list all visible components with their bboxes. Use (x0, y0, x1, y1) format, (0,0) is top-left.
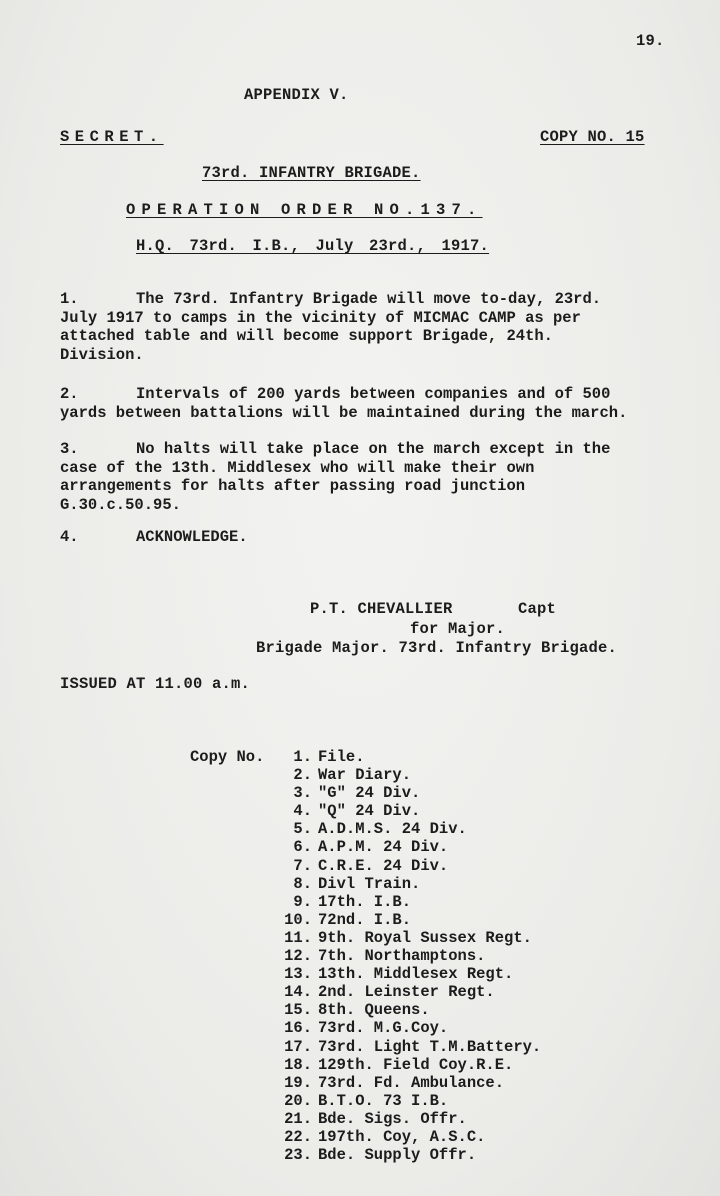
copy-prefix (190, 838, 280, 856)
list-item (190, 1128, 541, 1146)
copy-num: 9. (293, 892, 312, 911)
copy-prefix (190, 1019, 280, 1037)
copy-number: COPY NO. 15 (540, 128, 645, 146)
copy-recipient: "G" 24 Div. (318, 784, 421, 803)
list-item (190, 965, 541, 983)
copy-num: 1. (293, 748, 312, 766)
list-item (190, 1146, 541, 1164)
list-item (190, 1092, 541, 1110)
copy-num: 17. (284, 1037, 312, 1056)
copy-num: 20. (284, 1091, 312, 1110)
list-item (190, 983, 541, 1001)
copy-prefix (190, 1146, 280, 1164)
copy-prefix (190, 1001, 280, 1019)
copy-recipient: 9th. Royal Sussex Regt. (318, 928, 532, 947)
copy-prefix: Copy No. (190, 748, 265, 766)
copy-recipient: 72nd. I.B. (318, 910, 412, 929)
distribution-list (190, 748, 541, 1164)
paragraph-line: ACKNOWLEDGE. (136, 528, 248, 546)
appendix-heading: APPENDIX V. (244, 86, 349, 104)
paragraph-line: arrangements for halts after passing road junction (60, 477, 526, 495)
copy-num: 23. (284, 1146, 312, 1165)
list-item (190, 1038, 541, 1056)
list-item (190, 911, 541, 929)
copy-recipient: 129th. Field Coy.R.E. (318, 1055, 514, 1074)
hq-date-line: H.Q. 73rd. I.B., July 23rd., 1917. (136, 237, 490, 255)
copy-prefix (190, 983, 280, 1001)
copy-prefix (190, 1092, 280, 1110)
copy-prefix (190, 857, 280, 875)
copy-recipient: File. (318, 748, 365, 766)
paragraph-number: 2. (60, 385, 79, 403)
paragraph-number: 4. (60, 528, 79, 546)
paragraph-line: Division. (60, 345, 144, 364)
paragraph-3 (60, 440, 710, 514)
paragraph-number: 3. (60, 440, 79, 458)
copy-num: 13. (284, 965, 312, 984)
page-number: 19. (636, 32, 665, 50)
copy-num: 22. (284, 1127, 312, 1146)
issued-time: ISSUED AT 11.00 a.m. (60, 675, 251, 693)
copy-recipient: 17th. I.B. (318, 892, 412, 911)
copy-prefix (190, 911, 280, 929)
copy-recipient: War Diary. (318, 766, 412, 785)
paragraph-2 (60, 385, 710, 422)
copy-num: 5. (293, 820, 312, 839)
classification-label: SECRET. (60, 128, 164, 146)
paragraph-line: No halts will take place on the march except in the (136, 440, 611, 458)
copy-recipient: 13th. Middlesex Regt. (318, 965, 514, 984)
paragraph-line: attached table and will become support Brigade, 24th. (60, 327, 553, 345)
copy-recipient: 7th. Northamptons. (318, 947, 486, 966)
copy-recipient: B.T.O. 73 I.B. (318, 1091, 449, 1110)
copy-prefix (190, 1038, 280, 1056)
copy-num: 2. (293, 766, 312, 785)
list-item (190, 857, 541, 875)
copy-prefix (190, 1128, 280, 1146)
copy-recipient: 73rd. Light T.M.Battery. (318, 1037, 542, 1056)
signature-title: Brigade Major. 73rd. Infantry Brigade. (256, 639, 618, 657)
copy-recipient: 2nd. Leinster Regt. (318, 983, 495, 1002)
copy-prefix (190, 802, 280, 820)
list-item (190, 929, 541, 947)
copy-num: 7. (293, 856, 312, 875)
copy-num: 3. (293, 784, 312, 803)
paragraph-line: The 73rd. Infantry Brigade will move to-day, 23rd. (136, 290, 602, 308)
list-item (190, 1001, 541, 1019)
copy-num: 14. (284, 983, 312, 1002)
copy-prefix (190, 947, 280, 965)
copy-recipient: A.D.M.S. 24 Div. (318, 820, 467, 839)
copy-recipient: Bde. Supply Offr. (318, 1146, 477, 1165)
paragraph-number: 1. (60, 290, 79, 308)
copy-num: 21. (284, 1109, 312, 1128)
copy-recipient: Divl Train. (318, 874, 421, 893)
copy-prefix (190, 784, 280, 802)
copy-prefix (190, 1056, 280, 1074)
list-item (190, 838, 541, 856)
copy-prefix (190, 875, 280, 893)
list-item (190, 820, 541, 838)
signature-name: P.T. CHEVALLIER (310, 600, 453, 618)
copy-recipient: 73rd. M.G.Coy. (318, 1019, 449, 1038)
copy-prefix (190, 1074, 280, 1092)
list-item (190, 748, 541, 766)
list-item (190, 1074, 541, 1092)
signature-rank: Capt (518, 600, 557, 618)
paragraph-line: case of the 13th. Middlesex who will make their own (60, 458, 535, 477)
copy-num: 6. (293, 838, 312, 857)
copy-num: 11. (284, 928, 312, 947)
copy-num: 15. (284, 1001, 312, 1020)
copy-num: 12. (284, 947, 312, 966)
copy-prefix (190, 1110, 280, 1128)
copy-recipient: Bde. Sigs. Offr. (318, 1109, 467, 1128)
list-item (190, 893, 541, 911)
copy-recipient: 197th. Coy, A.S.C. (318, 1127, 486, 1146)
list-item (190, 947, 541, 965)
copy-num: 18. (284, 1055, 312, 1074)
list-item (190, 802, 541, 820)
copy-num: 10. (284, 910, 312, 929)
copy-num: 4. (293, 802, 312, 821)
copy-num: 8. (293, 874, 312, 893)
list-item (190, 766, 541, 784)
copy-recipient: 73rd. Fd. Ambulance. (318, 1073, 505, 1092)
brigade-heading: 73rd. INFANTRY BRIGADE. (202, 164, 421, 182)
list-item (190, 1056, 541, 1074)
copy-recipient: 8th. Queens. (318, 1001, 430, 1020)
list-item (190, 1110, 541, 1128)
copy-num: 19. (284, 1073, 312, 1092)
copy-prefix (190, 766, 280, 784)
paragraph-1 (60, 290, 710, 364)
paragraph-line: July 1917 to camps in the vicinity of MICMAC CAMP as per (60, 308, 581, 327)
paragraph-4 (60, 528, 710, 547)
list-item (190, 1019, 541, 1037)
copy-prefix (190, 893, 280, 911)
copy-recipient: "Q" 24 Div. (318, 802, 421, 821)
signature-for: for Major. (410, 620, 506, 638)
paragraph-line: Intervals of 200 yards between companies and of 500 (136, 385, 611, 403)
copy-prefix (190, 965, 280, 983)
list-item (190, 784, 541, 802)
copy-recipient: A.P.M. 24 Div. (318, 838, 449, 857)
copy-prefix (190, 820, 280, 838)
copy-num: 16. (284, 1019, 312, 1038)
order-title: OPERATION ORDER NO.137. (126, 201, 483, 219)
paragraph-line: yards between battalions will be maintained during the march. (60, 403, 628, 422)
copy-recipient: C.R.E. 24 Div. (318, 856, 449, 875)
copy-prefix (190, 929, 280, 947)
list-item (190, 875, 541, 893)
paragraph-line: G.30.c.50.95. (60, 495, 181, 514)
